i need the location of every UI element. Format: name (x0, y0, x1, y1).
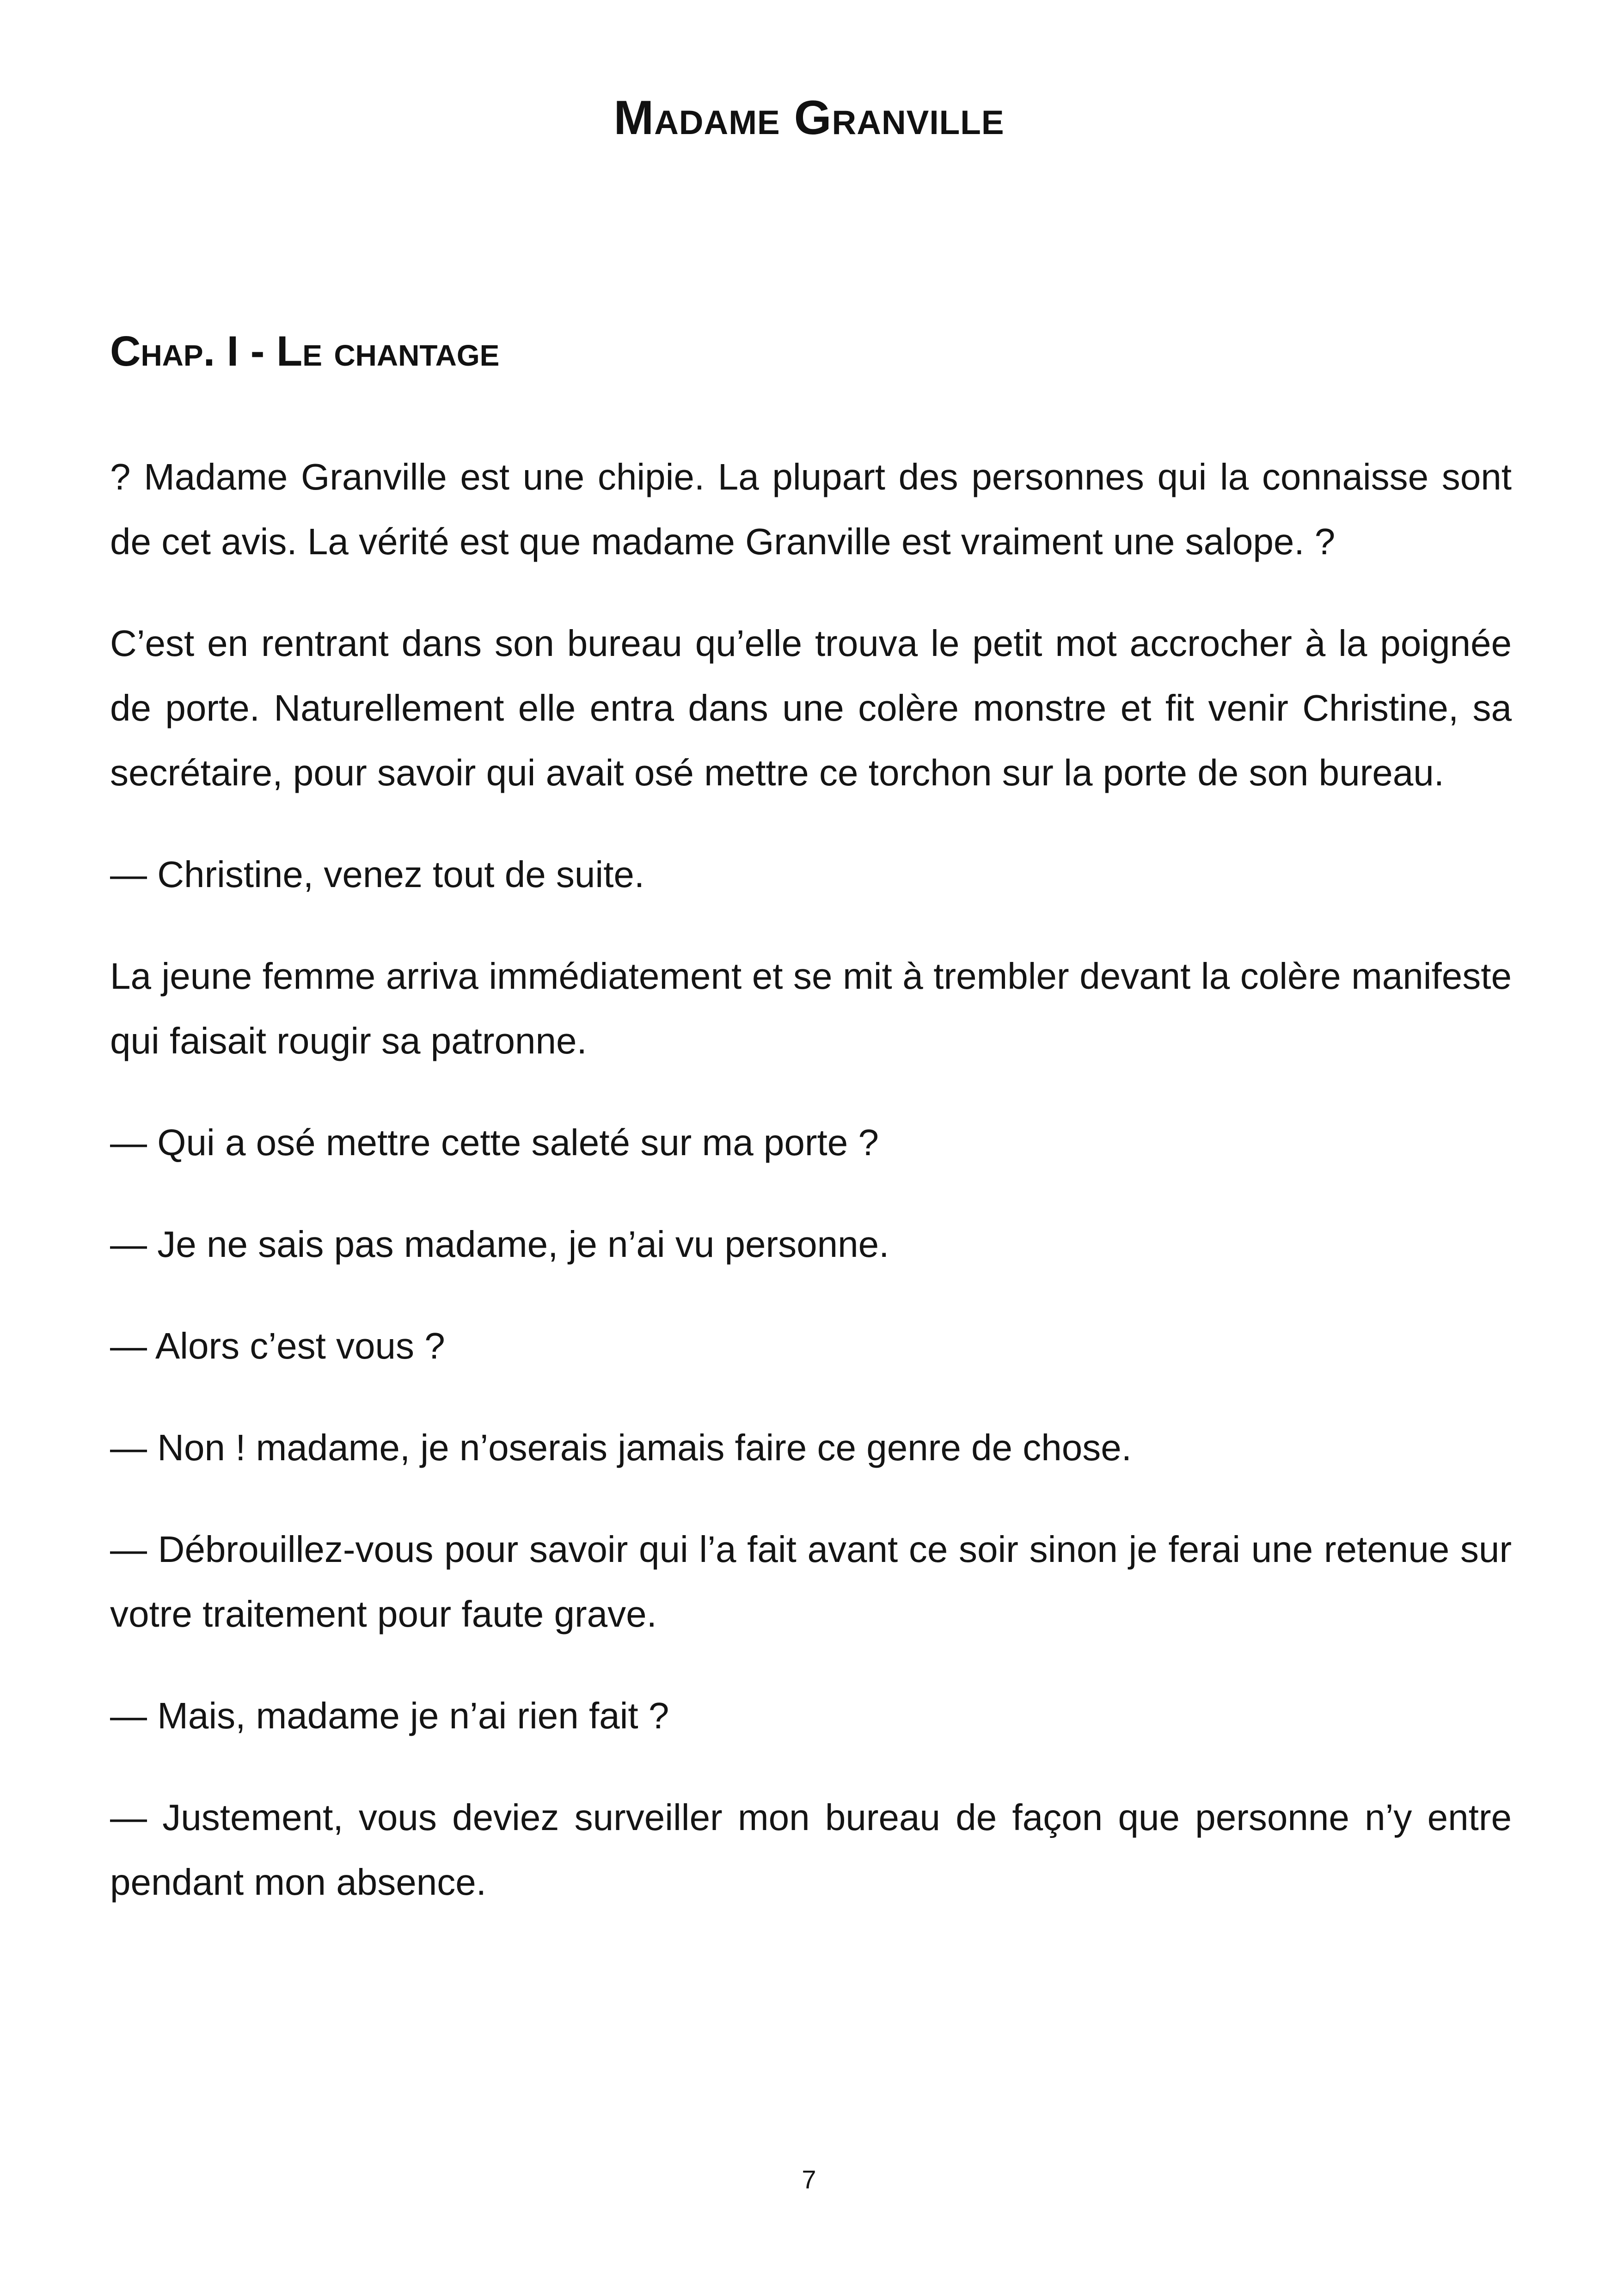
dialogue-line: — Non ! madame, je n’oserais jamais faire ce genre de chose. (110, 1427, 1132, 1468)
dialogue-line: — Mais, madame je n’ai rien fait ? (110, 1695, 669, 1736)
page-number: 7 (802, 2165, 816, 2194)
dialogue-line: — Alors c’est vous ? (110, 1325, 445, 1366)
chapter-title: Chap. I - Le chantage (110, 328, 500, 375)
dialogue-line: — Qui a osé mettre cette saleté sur ma porte ? (110, 1122, 879, 1163)
paragraph-narration-office: C’est en rentrant dans son bureau qu’elle trouva le petit mot accrocher à la poignée de porte. Naturellement elle entra dans une colère monstre et fit venir Christine, sa secrétaire, pour savoir qui avait osé mettre ce torchon sur la porte de son bureau. (110, 623, 1512, 793)
body-text (110, 445, 1512, 1952)
dialogue-line: — Je ne sais pas madame, je n’ai vu personne. (110, 1224, 889, 1265)
dialogue-line: — Débrouillez-vous pour savoir qui l’a fait avant ce soir sinon je ferai une retenue sur votre traitement pour faute grave. (110, 1529, 1512, 1635)
dialogue-line: — Christine, venez tout de suite. (110, 854, 645, 895)
book-title: Madame Granville (613, 91, 1005, 145)
paragraph-narration-arrival: La jeune femme arriva immédiatement et se mit à trembler devant la colère manifeste qui faisait rougir sa patronne. (110, 955, 1512, 1061)
dialogue-line: — Justement, vous deviez surveiller mon bureau de façon que personne n’y entre pendant mon absence. (110, 1797, 1512, 1903)
paragraph-intro-quote: ? Madame Granville est une chipie. La plupart des personnes qui la connaisse sont de cet avis. La vérité est que madame Granville est vraiment une salope. ? (110, 456, 1512, 562)
